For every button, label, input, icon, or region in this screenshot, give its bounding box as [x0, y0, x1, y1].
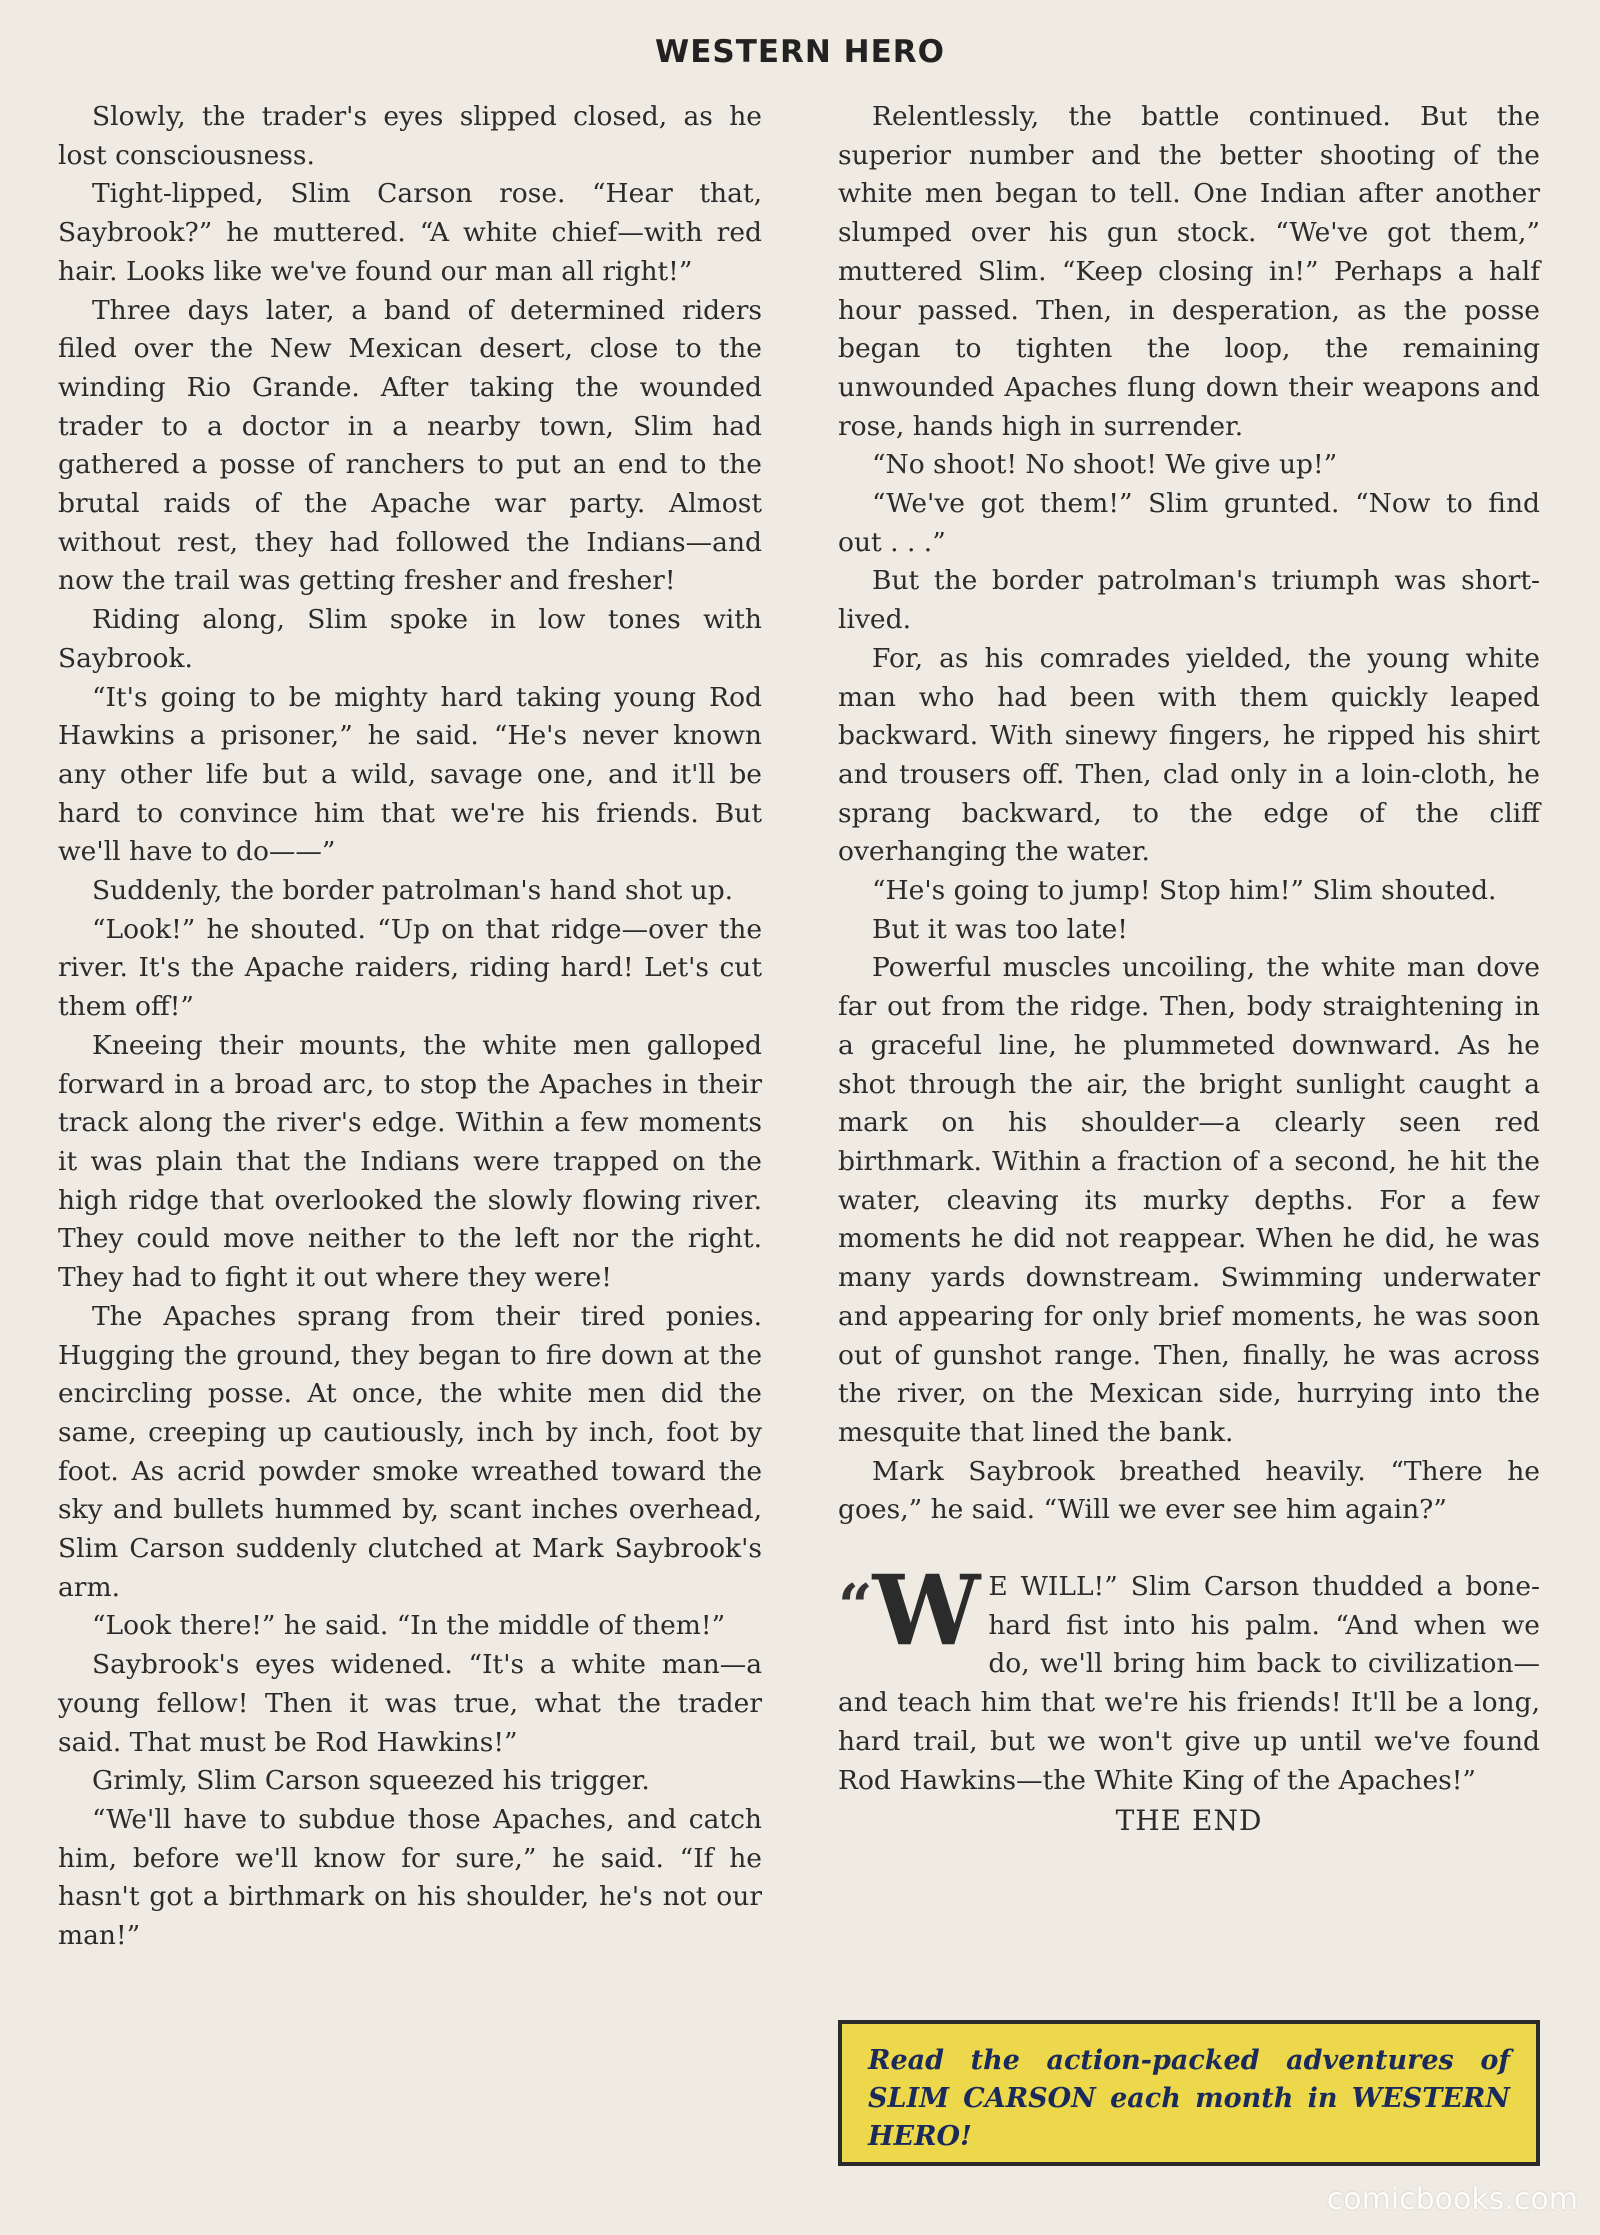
- paragraph: Suddenly, the border patrolman's hand shot up.: [92, 875, 734, 907]
- paragraph: Slowly, the trader's eyes slipped closed, as he lost consciousness.: [58, 101, 762, 171]
- paragraph: For, as his comrades yielded, the young white man who had been with them quickly leaped backward. With sinewy fingers, he ripped his shirt and trousers off. Then, clad only in a loin-cloth, he sprang backward, to the edge of the cliff overhanging the water.: [838, 642, 1540, 868]
- paragraph: “No shoot! No shoot! We give up!”: [872, 449, 1338, 481]
- paragraph: “It's going to be mighty hard taking young Rod Hawkins a prisoner,” he said. “He's never known any other life but a wild, savage one, and it'll be hard to convince him that we're his friends. But we'll have to do——”: [58, 681, 762, 868]
- right-column: [838, 98, 1540, 1841]
- paragraph: “Look there!” he said. “In the middle of them!”: [92, 1610, 726, 1642]
- watermark: comicbooks.com: [1326, 2182, 1578, 2217]
- paragraph: “We'll have to subdue those Apaches, and catch him, before we'll know for sure,” he said. “If he hasn't got a birthmark on his shoulder, he's not our man!”: [58, 1803, 762, 1952]
- drop-cap-letter: W: [872, 1554, 981, 1668]
- paragraph: The Apaches sprang from their tired ponies. Hugging the ground, they began to fire down at the encircling posse. At once, the white men did the same, creeping up cautiously, inch by inch, foot by foot. As acrid powder smoke wreathed toward the sky and bullets hummed by, scant inches overhead, Slim Carson suddenly clutched at Mark Saybrook's arm.: [58, 1300, 762, 1603]
- closing-paragraph: [838, 1554, 1540, 1800]
- paragraph: Riding along, Slim spoke in low tones with Saybrook.: [58, 604, 762, 674]
- paragraph: Powerful muscles uncoiling, the white man dove far out from the ridge. Then, body straightening in a graceful line, he plummeted downward. As he shot through the air, the bright sunlight caught a mark on his shoulder—a clearly seen red birthmark. Within a fraction of a second, he hit the water, cleaving its murky depths. For a few moments he did not reappear. When he did, he was many yards downstream. Swimming underwater and appearing for only brief moments, he was soon out of gunshot range. Then, finally, he was across the river, on the Mexican side, hurrying into the mesquite that lined the bank.: [838, 952, 1540, 1448]
- paragraph: Tight-lipped, Slim Carson rose. “Hear that, Saybrook?” he muttered. “A white chief—with red hair. Looks like we've found our man all right!”: [58, 178, 762, 287]
- paragraph: Kneeing their mounts, the white men galloped forward in a broad arc, to stop the Apaches in their track along the river's edge. Within a few moments it was plain that the Indians were trapped on the high ridge that overlooked the slowly flowing river. They could move neither to the left nor the right. They had to fight it out where they were!: [58, 1029, 762, 1294]
- the-end-label: THE END: [1115, 1804, 1263, 1838]
- paragraph: Mark Saybrook breathed heavily. “There he goes,” he said. “Will we ever see him again?”: [838, 1455, 1540, 1526]
- promo-text: Read the action-packed adventures of SLIM CARSON each month in WESTERN HERO!: [868, 2045, 1510, 2152]
- paragraph: “Look!” he shouted. “Up on that ridge—over the river. It's the Apache raiders, riding hard! Let's cut them off!”: [58, 913, 762, 1023]
- paragraph: “He's going to jump! Stop him!” Slim shouted.: [872, 875, 1497, 907]
- opening-quote-mark: “: [838, 1572, 873, 1643]
- paragraph: But the border patrolman's triumph was short-lived.: [838, 565, 1540, 636]
- promo-box: [838, 2020, 1540, 2166]
- paragraph: Three days later, a band of determined riders filed over the New Mexican desert, close to the winding Rio Grande. After taking the wounded trader to a doctor in a nearby town, Slim had gathered a posse of ranchers to put an end to the brutal raids of the Apache war party. Almost without rest, they had followed the Indians—and now the trail was getting fresher and fresher!: [58, 294, 762, 597]
- paragraph: Grimly, Slim Carson squeezed his trigger.: [92, 1765, 650, 1797]
- closing-paragraph-text: E WILL!” Slim Carson thudded a bone-hard fist into his palm. “And when we do, we'll bring him back to civilization—and teach him that we're his friends! It'll be a long, hard trail, but we won't give up until we've found Rod Hawkins—the White King of the Apaches!”: [838, 1571, 1540, 1796]
- page-title: WESTERN HERO: [655, 34, 945, 70]
- paragraph: Saybrook's eyes widened. “It's a white man—a young fellow! Then it was true, what the trader said. That must be Rod Hawkins!”: [58, 1649, 762, 1758]
- paragraph: But it was too late!: [872, 913, 1128, 945]
- paragraph: Relentlessly, the battle continued. But the superior number and the better shooting of the white men began to tell. One Indian after another slumped over his gun stock. “We've got them,” muttered Slim. “Keep closing in!” Perhaps a half hour passed. Then, in desperation, as the posse began to tighten the loop, the remaining unwounded Apaches flung down their weapons and rose, hands high in surrender.: [838, 101, 1540, 442]
- paragraph: “We've got them!” Slim grunted. “Now to find out . . .”: [838, 488, 1540, 558]
- left-column: [58, 98, 762, 1956]
